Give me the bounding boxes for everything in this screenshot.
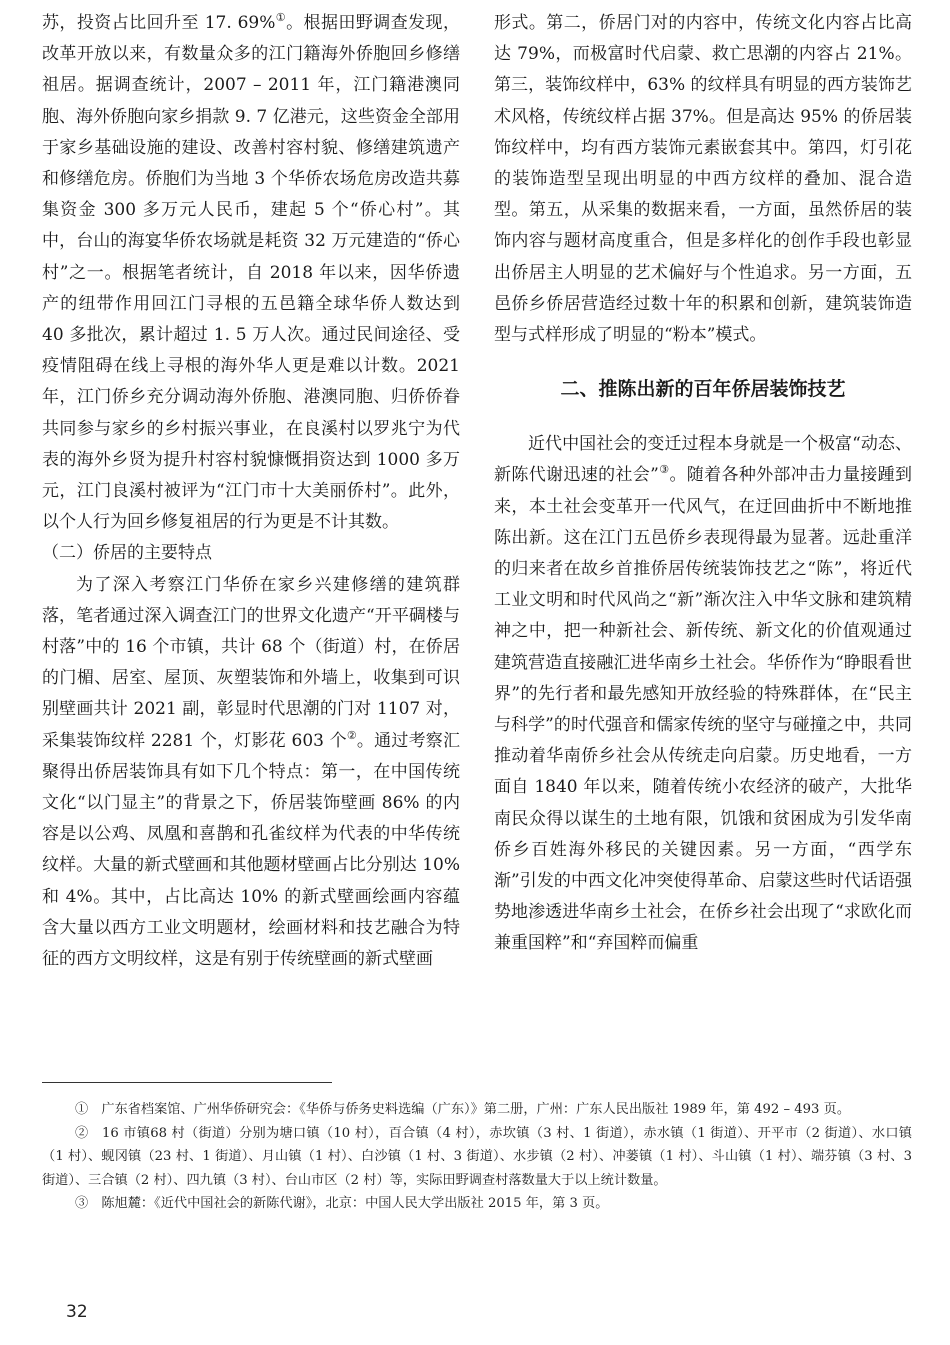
section-title: 二、推陈出新的百年侨居装饰技艺: [560, 378, 846, 401]
left-paragraph-1: 苏，投资占比回升至 17. 69%①。根据田野调查发现，改革开放以来，有数量众多的江门籍海外侨胞回乡修缮祖居。据调查统计，2007 – 2011 年，江门籍港澳同胞、海外侨胞向家乡捐款 9. 7 亿港元，这些资金全部用于家乡基础设施的建设、改善村容村貌、修缮建筑遗产和修缮危房。侨胞们为当地 3 个华侨农场危房改造共募集资金 300 多万元人民币，建起 5 个“侨心村”。其中，台山的海宴华侨农场就是耗资 32 万元建造的“侨心村”之一。根据笔者统计，自 2018 年以来，因华侨遗产的纽带作用回江门寻根的五邑籍全球华侨人数达到 40 多批次，累计超过 1. 5 万人次。通过民间途径、受疫情阻碍在线上寻根的海外华人更是难以计数。2021 年，江门侨乡充分调动海外侨胞、港澳同胞、归侨侨眷共同参与家乡的乡村振兴事业，在良溪村以罗兆宁为代表的海外乡贤为提升村容村貌慷慨捐资达到 1000 多万元，江门良溪村被评为“江门市十大美丽侨村”。此外，以个人行为回乡修复祖居的行为更是不计其数。: [42, 11, 460, 533]
footnote-3: ③ 陈旭麓：《近代中国社会的新陈代谢》，北京：中国人民大学出版社 2015 年，第 3 页。: [75, 1196, 609, 1212]
right-column: [494, 8, 912, 960]
footnote-ref-1[interactable]: ①: [275, 11, 287, 24]
subheading-residence-features: （二）侨居的主要特点: [42, 543, 212, 564]
footnote-ref-2[interactable]: ②: [346, 728, 357, 742]
footnote-1: ① 广东省档案馆、广州华侨研究会：《华侨与侨务史料选编（广东）》第二册，广州：广东人民出版社 1989 年，第 492 – 493 页。: [75, 1102, 851, 1117]
left-column: [42, 8, 460, 975]
right-paragraph-2: 近代中国社会的变迁过程本身就是一个极富“动态、新陈代谢迅速的社会”③。随着各种外部冲击力量接踵到来，本土社会变革开一代风气，在迂回曲折中不断地推陈出新。这在江门五邑侨乡表现得最为显著。远赴重洋的归来者在故乡首推侨居传统装饰技艺之“陈”，将近代工业文明和时代风尚之“新”渐次注入中华文脉和建筑精神之中，把一种新社会、新传统、新文化的价值观通过建筑营造直接融汇进华南乡土社会。华侨作为“睁眼看世界”的先行者和最先感知开放经验的特殊群体，在“民主与科学”的时代强音和儒家传统的坚守与碰撞之中，共同推动着华南侨乡社会从传统走向启蒙。历史地看，一方面自 1840 年以来，随着传统小农经济的破产，大批华南民众得以谋生的土地有限，饥饿和贫困成为引发华南侨乡百姓海外移民的关键因素。另一方面，“西学东渐”引发的中西文化冲突使得革命、启蒙这些时代话语强势地渗透进华南乡土社会，在侨乡社会出现了“求欧化而兼重国粹”和“弃国粹而偏重: [494, 434, 912, 954]
footnote-2: ② 16 市镇68 村（街道）分别为塘口镇（10 村），百合镇（4 村），赤坎镇（3 村、1 街道），赤水镇（1 街道）、开平市（2 街道）、水口镇（1 村）、蚬冈镇（23 村、1 街道）、月山镇（1 村）、白沙镇（1 村、3 街道）、水步镇（2 村）、冲蒌镇（1 村）、斗山镇（1 村）、端芬镇（3 村、3 街道）、三合镇（2 村）、四九镇（3 村）、台山市区（2 村）等，实际田野调查村落数量大于以上统计数量。: [42, 1125, 912, 1188]
page-number: 32: [66, 1302, 88, 1322]
left-paragraph-2: 为了深入考察江门华侨在家乡兴建修缮的建筑群落，笔者通过深入调查江门的世界文化遗产“开平碉楼与村落”中的 16 个市镇，共计 68 个（街道）村，在侨居的门楣、居室、屋顶、灰塑装饰和外墙上，收集到可识别壁画共计 2021 副，彰显时代思潮的门对 1107 对，采集装饰纹样 2281 个，灯影花 603 个②。通过考察汇聚得出侨居装饰具有如下几个特点：第一，在中国传统文化“以门显主”的背景之下，侨居装饰壁画 86% 的内容是以公鸡、凤凰和喜鹊和孔雀纹样为代表的中华传统纹样。大量的新式壁画和其他题材壁画占比分别达 10% 和 4%。其中，占比高达 10% 的新式壁画绘画内容蕴含大量以西方工业文明题材，绘画材料和技艺融合为特征的西方文明纹样，这是有别于传统壁画的新式壁画: [42, 574, 461, 970]
footnotes: [42, 1098, 912, 1216]
right-paragraph-1: 形式。第二，侨居门对的内容中，传统文化内容占比高达 79%，而极富时代启蒙、救亡思潮的内容占 21%。第三，装饰纹样中，63% 的纹样具有明显的西方装饰艺术风格，传统纹样占据 37%。但是高达 95% 的侨居装饰纹样中，均有西方装饰元素嵌套其中。第四，灯引花的装饰造型呈现出明显的中西方纹样的叠加、混合造型。第五，从采集的数据来看，一方面，虽然侨居的装饰内容与题材高度重合，但是多样化的创作手段也彰显出侨居主人明显的艺术偏好与个性追求。另一方面，五邑侨乡侨居营造经过数十年的积累和创新，建筑装饰造型与式样形成了明显的“粉本”模式。: [494, 13, 912, 346]
footnote-ref-3[interactable]: ③: [658, 463, 670, 477]
footnote-divider: [42, 1082, 332, 1083]
